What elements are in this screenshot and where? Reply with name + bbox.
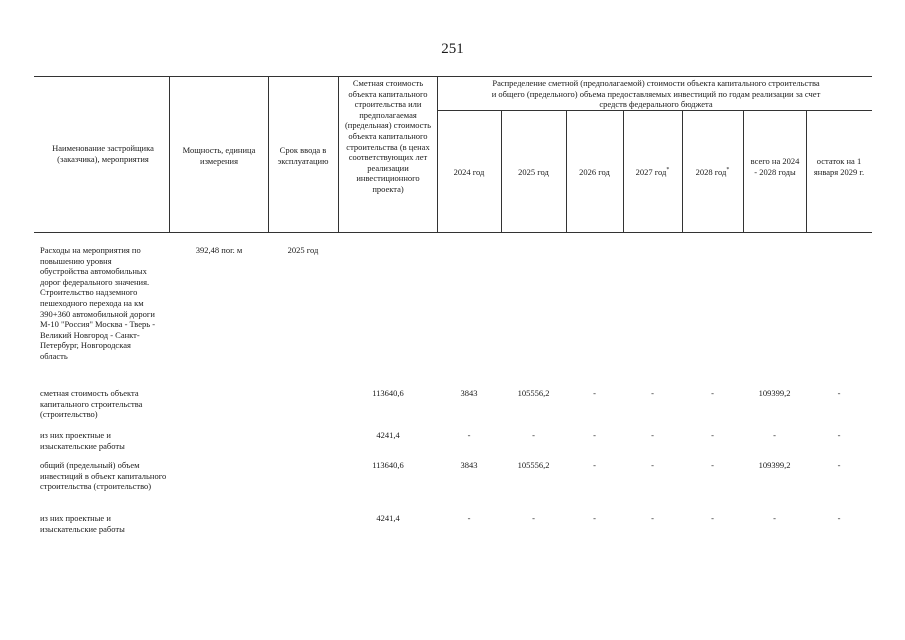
value-total: 109399,2: [758, 460, 791, 470]
value-2024: 3843: [460, 388, 478, 398]
value-remainder: -: [837, 460, 841, 470]
value-2026: -: [593, 460, 596, 470]
project-name: Расходы на мероприятия по повышению уровня обустройства автомобильных дорог федерального значения. Строительство надземного пешеходного перехода на км 390+360 автомобильной дороги М-10 "Россия" Москва - Тверь - Великий Новгород - Санкт-Петербург, Новгородская область: [40, 245, 156, 361]
value-2026: -: [593, 513, 596, 523]
value-2024: 3843: [460, 460, 478, 470]
value-remainder: -: [837, 430, 841, 440]
column-divider: [268, 76, 269, 232]
row-cost: 113640,6: [372, 388, 404, 398]
project-capacity: 392,48 пог. м: [195, 245, 243, 255]
row-cost: 4241,4: [376, 430, 400, 440]
header-capacity: Мощность, единица измерения: [182, 145, 256, 166]
value-2028: -: [711, 388, 714, 398]
value-2025: 105556,2: [517, 388, 550, 398]
header-remainder: остаток на 1 января 2029 г.: [813, 156, 865, 177]
row-label: сметная стоимость объекта капитального строительства (строительство): [40, 388, 143, 420]
value-remainder: -: [837, 513, 841, 523]
header-year-2026: 2026 год: [579, 167, 610, 177]
value-2026: -: [593, 388, 596, 398]
row-cost: 4241,4: [376, 513, 400, 523]
value-2028: -: [711, 430, 714, 440]
value-2025: -: [532, 430, 535, 440]
header-year-2025: 2025 год: [518, 167, 549, 177]
header-commission: Срок ввода в эксплуатацию: [277, 145, 329, 166]
table-top-border: [34, 76, 872, 77]
header-bottom-border: [34, 232, 872, 233]
value-2024: -: [467, 430, 471, 440]
value-2027: -: [651, 513, 654, 523]
value-2028: -: [711, 460, 714, 470]
column-divider: [806, 110, 807, 232]
row-label: из них проектные и изыскательские работы: [40, 430, 125, 451]
value-2028: -: [711, 513, 714, 523]
value-2027: -: [651, 430, 654, 440]
value-remainder: -: [837, 388, 841, 398]
value-total: -: [773, 430, 776, 440]
value-2026: -: [593, 430, 596, 440]
column-divider: [437, 76, 438, 232]
row-label: общий (предельный) объем инвестиций в объект капитального строительства (строительство): [40, 460, 167, 492]
header-cost: Сметная стоимость объекта капитального строительства или предполагаемая (предельная) стоимость объекта капитального строительства (в ценах соответствующих лет реализации инвестиционного проекта): [344, 78, 432, 194]
value-total: 109399,2: [758, 388, 791, 398]
row-label: из них проектные и изыскательские работы: [40, 513, 125, 534]
header-year-2027: 2027 год*: [635, 167, 670, 177]
value-total: -: [773, 513, 776, 523]
column-divider: [169, 76, 170, 232]
value-2027: -: [651, 460, 654, 470]
header-year-2028: 2028 год*: [695, 167, 730, 177]
header-distribution-title: Распределение сметной (предполагаемой) стоимости объекта капитального строительства и общего (предельного) объема предоставляемых инвестиций по годам реализации за счет средств федерального бюджета: [491, 78, 821, 110]
value-2024: -: [467, 513, 471, 523]
row-cost: 113640,6: [372, 460, 404, 470]
header-year-2024: 2024 год: [453, 167, 485, 177]
page-number: 251: [441, 41, 464, 57]
project-commission: 2025 год: [287, 245, 319, 255]
value-2027: -: [651, 388, 654, 398]
header-name: Наименование застройщика (заказчика), мероприятия: [52, 143, 154, 164]
value-2025: 105556,2: [517, 460, 550, 470]
column-divider: [743, 110, 744, 232]
column-divider: [338, 76, 339, 232]
header-total: всего на 2024 - 2028 годы: [750, 156, 800, 177]
value-2025: -: [532, 513, 535, 523]
